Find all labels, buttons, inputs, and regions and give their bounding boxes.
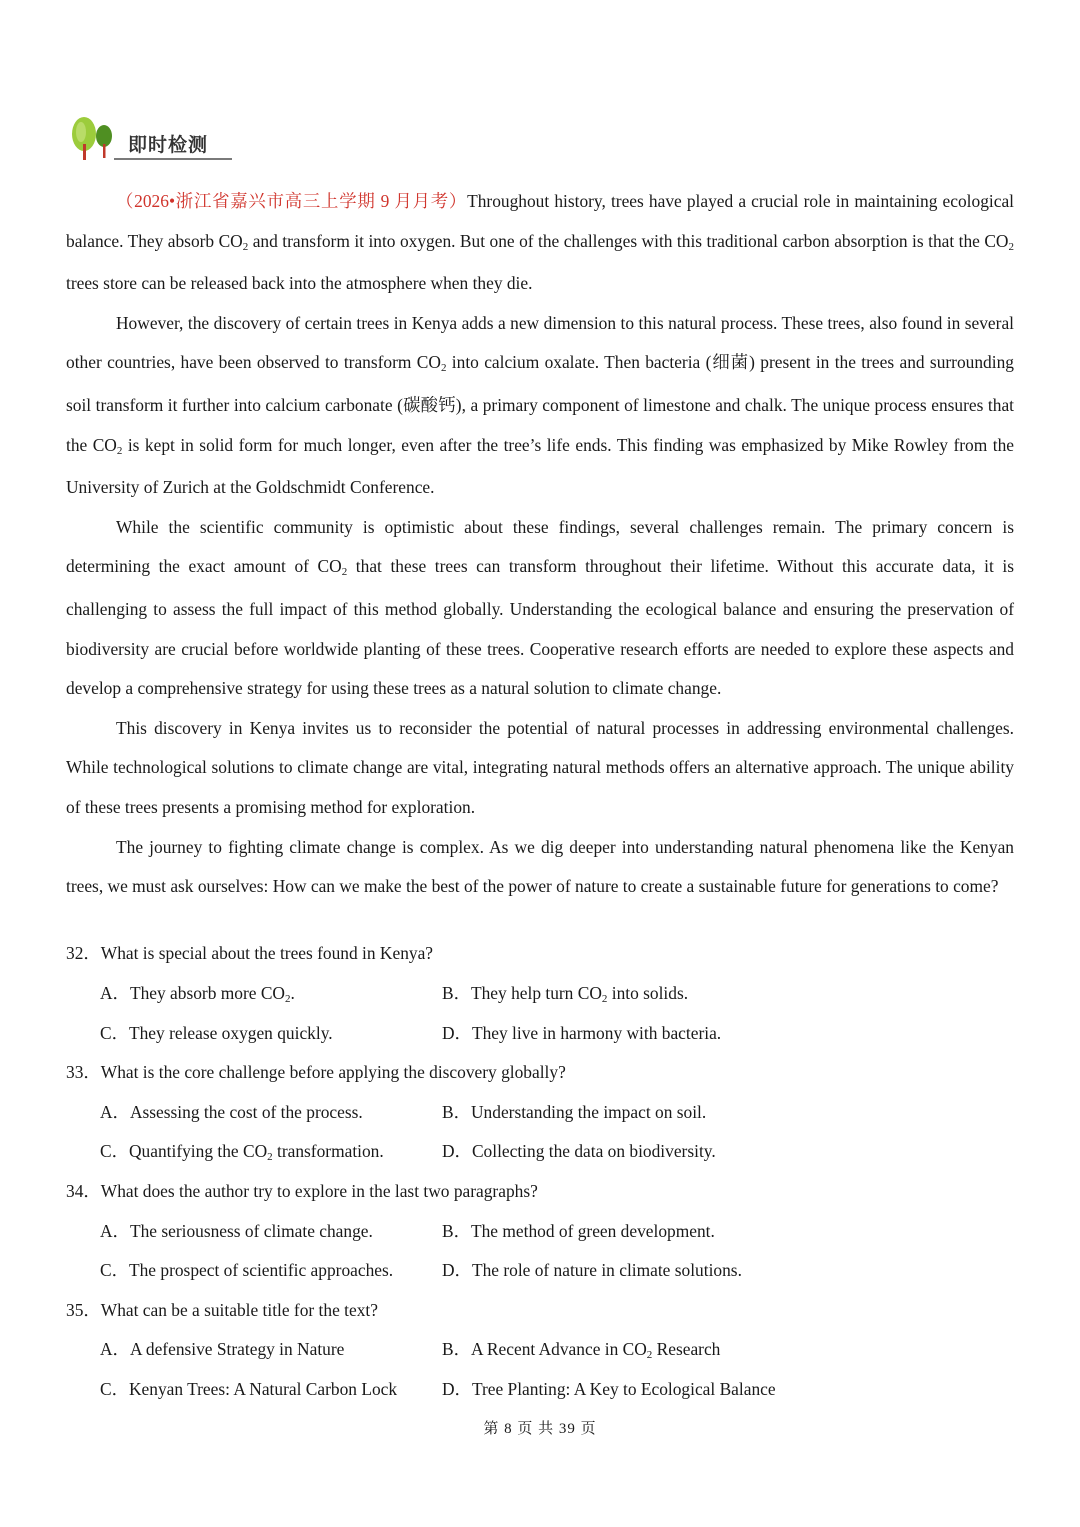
option-33a[interactable]: A．Assessing the cost of the process. [100, 1102, 363, 1122]
paragraph-3: While the scientific community is optimistic about these findings, several challenges remain. The primary concern is determining the exact amount of $CO_2$ that these trees can transform throughout their lifetime. Without this accurate data, it is challenging to assess the full impact of this method globally. Understanding the ecological balance and ensuring the preservation of biodiversity are crucial before worldwide planting of these trees. Cooperative research efforts are needed to explore these aspects and develop a comprehensive strategy for using these trees as a natural solution to climate change. [66, 516, 1014, 699]
question-32: 32．What is special about the trees found in Kenya? [66, 943, 434, 963]
section-title: 即时检测 [128, 134, 209, 156]
section-header [68, 112, 233, 162]
option-35d[interactable]: D．Tree Planting: A Key to Ecological Balance [442, 1379, 776, 1399]
article-body [66, 182, 1014, 907]
tree-icon [68, 114, 120, 162]
option-32b[interactable]: B．They help turn $CO_2$ into solids. [442, 983, 689, 1005]
header-underline [114, 158, 232, 160]
paragraph-5: The journey to fighting climate change is complex. As we dig deeper into understanding natural phenomena like the Kenyan trees, we must ask ourselves: How can we make the best of the power of nature to create a sustainable future for generations to come? [66, 836, 1014, 897]
question-35: 35．What can be a suitable title for the text? [66, 1300, 378, 1320]
question-33: 33．What is the core challenge before applying the discovery globally? [66, 1062, 566, 1082]
option-32c[interactable]: C．They release oxygen quickly. [100, 1023, 333, 1043]
option-34d[interactable]: D．The role of nature in climate solutions. [442, 1260, 742, 1280]
option-35b[interactable]: B．A Recent Advance in $CO_2$ Research [442, 1339, 721, 1361]
option-33d[interactable]: D．Collecting the data on biodiversity. [442, 1141, 716, 1161]
question-source: （2026•浙江省嘉兴市高三上学期 9 月月考） [116, 191, 468, 211]
question-34: 34．What does the author try to explore in the last two paragraphs? [66, 1181, 538, 1201]
option-34c[interactable]: C．The prospect of scientific approaches. [100, 1260, 394, 1280]
option-34a[interactable]: A．The seriousness of climate change. [100, 1221, 373, 1241]
paragraph-2: However, the discovery of certain trees in Kenya adds a new dimension to this natural process. These trees, also found in several other countries, have been observed to transform $CO_2$ into calcium oxalate. Then bacteria (细菌) present in the trees and surrounding soil transform it further into calcium carbonate (碳酸钙), a primary component of limestone and chalk. The unique process ensures that the $CO_2$ is kept in solid form for much longer, even after the tree’s life ends. This finding was emphasized by Mike Rowley from the University of Zurich at the Goldschmidt Conference. [66, 312, 1014, 498]
option-32d[interactable]: D．They live in harmony with bacteria. [442, 1023, 722, 1043]
option-33c[interactable]: C．Quantifying the $CO_2$ transformation. [100, 1141, 384, 1163]
option-34b[interactable]: B．The method of green development. [442, 1221, 715, 1241]
option-35c[interactable]: C．Kenyan Trees: A Natural Carbon Lock [100, 1379, 398, 1399]
option-32a[interactable]: A．They absorb more $CO_2$. [100, 983, 295, 1005]
paragraph-4: This discovery in Kenya invites us to reconsider the potential of natural processes in addressing environmental challenges. While technological solutions to climate change are vital, integrating natural methods offers an alternative approach. The unique ability of these trees presents a promising method for exploration. [66, 717, 1014, 817]
option-35a[interactable]: A．A defensive Strategy in Nature [100, 1339, 345, 1359]
option-33b[interactable]: B．Understanding the impact on soil. [442, 1102, 707, 1122]
paragraph-1: （2026•浙江省嘉兴市高三上学期 9 月月考）Throughout history, trees have played a crucial role in maintaining ecological balance. They absorb $CO_2$ and transform it into oxygen. But one of the challenges with this traditional carbon absorption is that the $CO_2$ trees store can be released back into the atmosphere when they die. [66, 191, 1015, 294]
page-footer: 第 8 页 共 39 页 [483, 1421, 597, 1437]
